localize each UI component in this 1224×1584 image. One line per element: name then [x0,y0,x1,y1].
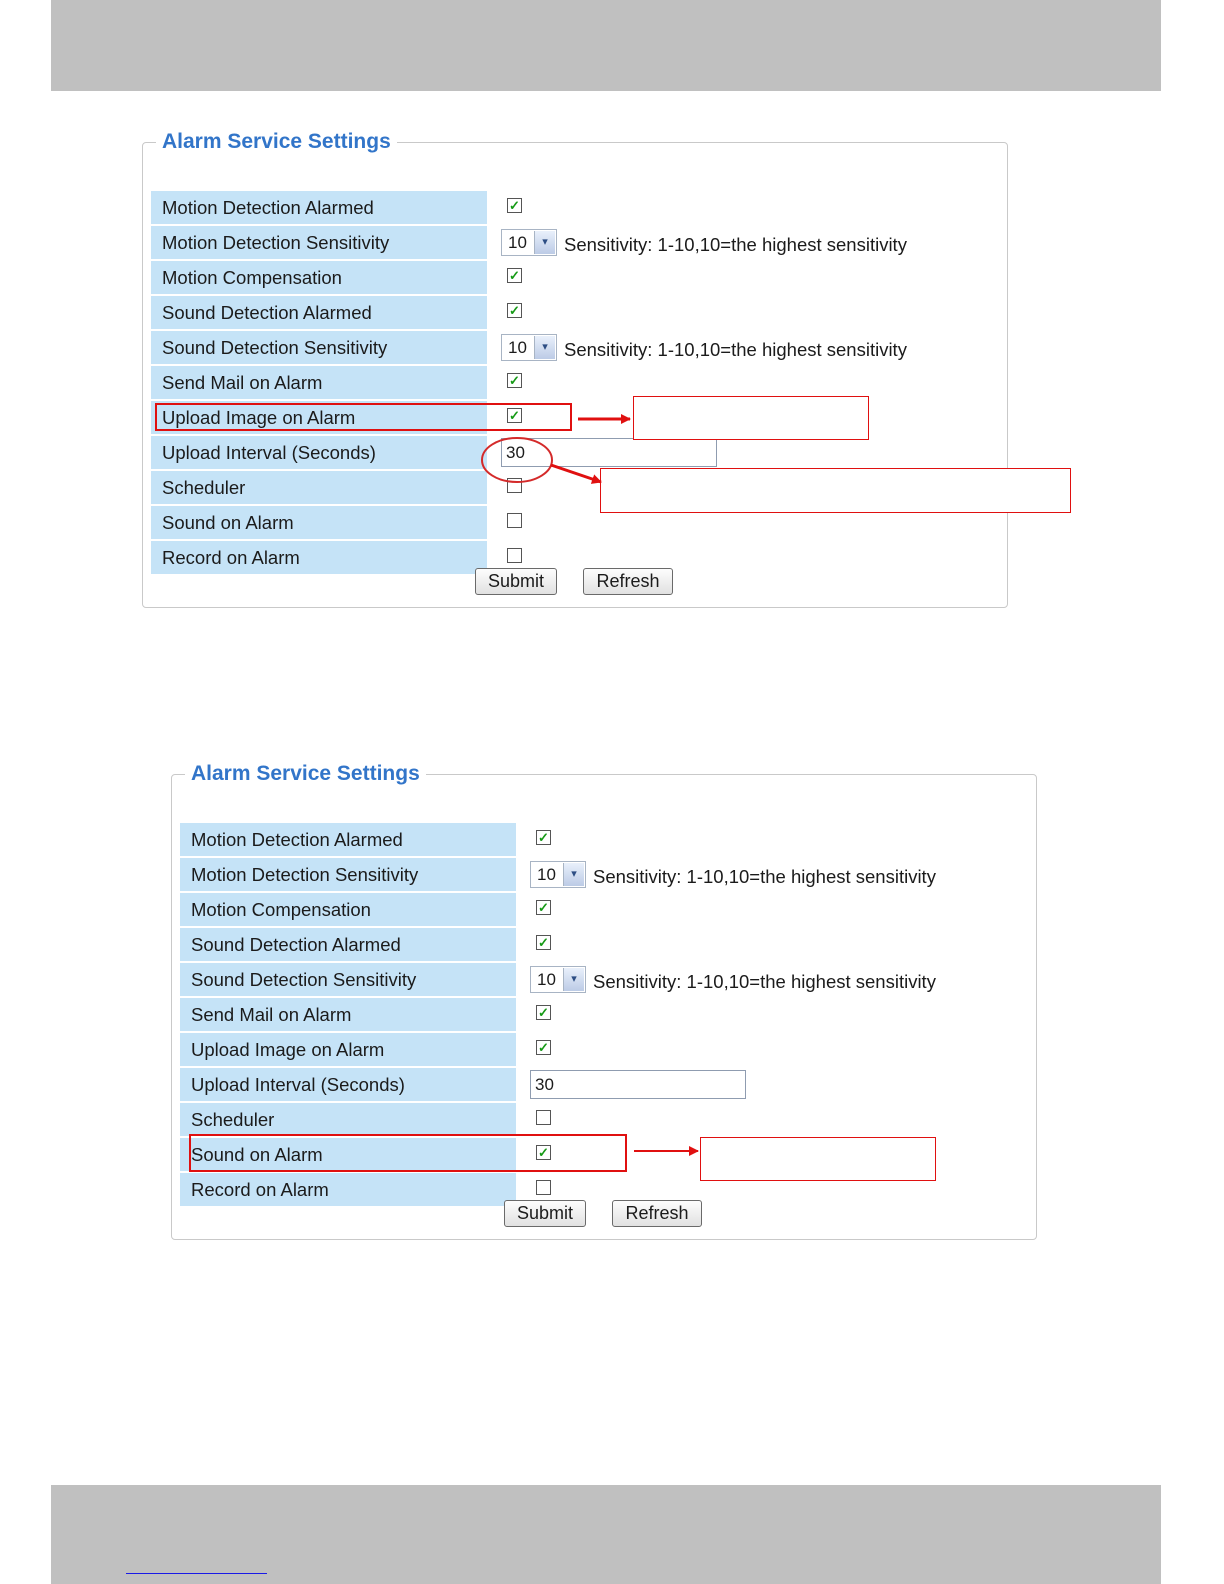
row-label-scheduler: Scheduler [180,1103,516,1136]
arrow-right-icon [551,465,601,482]
check-icon: ✓ [538,830,549,845]
check-icon: ✓ [509,303,520,318]
panel-title: Alarm Service Settings [185,760,426,788]
row-label-record-on-alarm: Record on Alarm [151,541,487,574]
submit-button[interactable]: Submit [504,1200,586,1227]
select-value: 10 [537,970,556,989]
check-icon: ✓ [509,408,520,423]
row-label-sound-detection-sensitivity: Sound Detection Sensitivity [180,963,516,996]
row-label-motion-detection-alarmed: Motion Detection Alarmed [180,823,516,856]
row-label-upload-interval-seconds: Upload Interval (Seconds) [180,1068,516,1101]
row-label-sound-detection-alarmed: Sound Detection Alarmed [151,296,487,329]
submit-button[interactable]: Submit [475,568,557,595]
row-label-upload-interval-seconds: Upload Interval (Seconds) [151,436,487,469]
row-label-record-on-alarm: Record on Alarm [180,1173,516,1206]
upload-interval-input[interactable]: 30 [501,438,717,467]
chevron-down-icon[interactable]: ▾ [563,968,584,991]
row-label-motion-detection-sensitivity: Motion Detection Sensitivity [151,226,487,259]
row-label-upload-image-on-alarm: Upload Image on Alarm [151,401,487,434]
row-label-sound-on-alarm: Sound on Alarm [151,506,487,539]
check-icon: ✓ [538,935,549,950]
check-icon: ✓ [538,1040,549,1055]
row-label-send-mail-on-alarm: Send Mail on Alarm [180,998,516,1031]
sensitivity-hint: Sensitivity: 1-10,10=the highest sensitivity [564,234,907,255]
select-value: 10 [508,338,527,357]
row-label-upload-image-on-alarm: Upload Image on Alarm [180,1033,516,1066]
row-label-sound-on-alarm: Sound on Alarm [180,1138,516,1171]
row-label-motion-detection-alarmed: Motion Detection Alarmed [151,191,487,224]
sensitivity-hint: Sensitivity: 1-10,10=the highest sensitivity [564,339,907,360]
row-label-motion-compensation: Motion Compensation [151,261,487,294]
sensitivity-hint: Sensitivity: 1-10,10=the highest sensitivity [593,971,936,992]
row-label-scheduler: Scheduler [151,471,487,504]
sensitivity-hint: Sensitivity: 1-10,10=the highest sensitivity [593,866,936,887]
check-icon: ✓ [509,268,520,283]
refresh-button[interactable]: Refresh [612,1200,702,1227]
row-label-sound-detection-sensitivity: Sound Detection Sensitivity [151,331,487,364]
chevron-down-icon[interactable]: ▾ [534,336,555,359]
page-footer-band [51,1485,1161,1584]
footer-link[interactable] [126,1573,267,1574]
row-label-motion-compensation: Motion Compensation [180,893,516,926]
check-icon: ✓ [538,1005,549,1020]
refresh-button[interactable]: Refresh [583,568,673,595]
upload-interval-input[interactable]: 30 [530,1070,746,1099]
panel-title: Alarm Service Settings [156,128,397,156]
check-icon: ✓ [509,373,520,388]
chevron-down-icon[interactable]: ▾ [534,231,555,254]
chevron-down-icon[interactable]: ▾ [563,863,584,886]
select-value: 10 [508,233,527,252]
row-label-send-mail-on-alarm: Send Mail on Alarm [151,366,487,399]
row-label-sound-detection-alarmed: Sound Detection Alarmed [180,928,516,961]
check-icon: ✓ [509,198,520,213]
check-icon: ✓ [538,900,549,915]
check-icon: ✓ [538,1145,549,1160]
highlight-interval-circle [482,438,552,482]
row-label-motion-detection-sensitivity: Motion Detection Sensitivity [180,858,516,891]
select-value: 10 [537,865,556,884]
